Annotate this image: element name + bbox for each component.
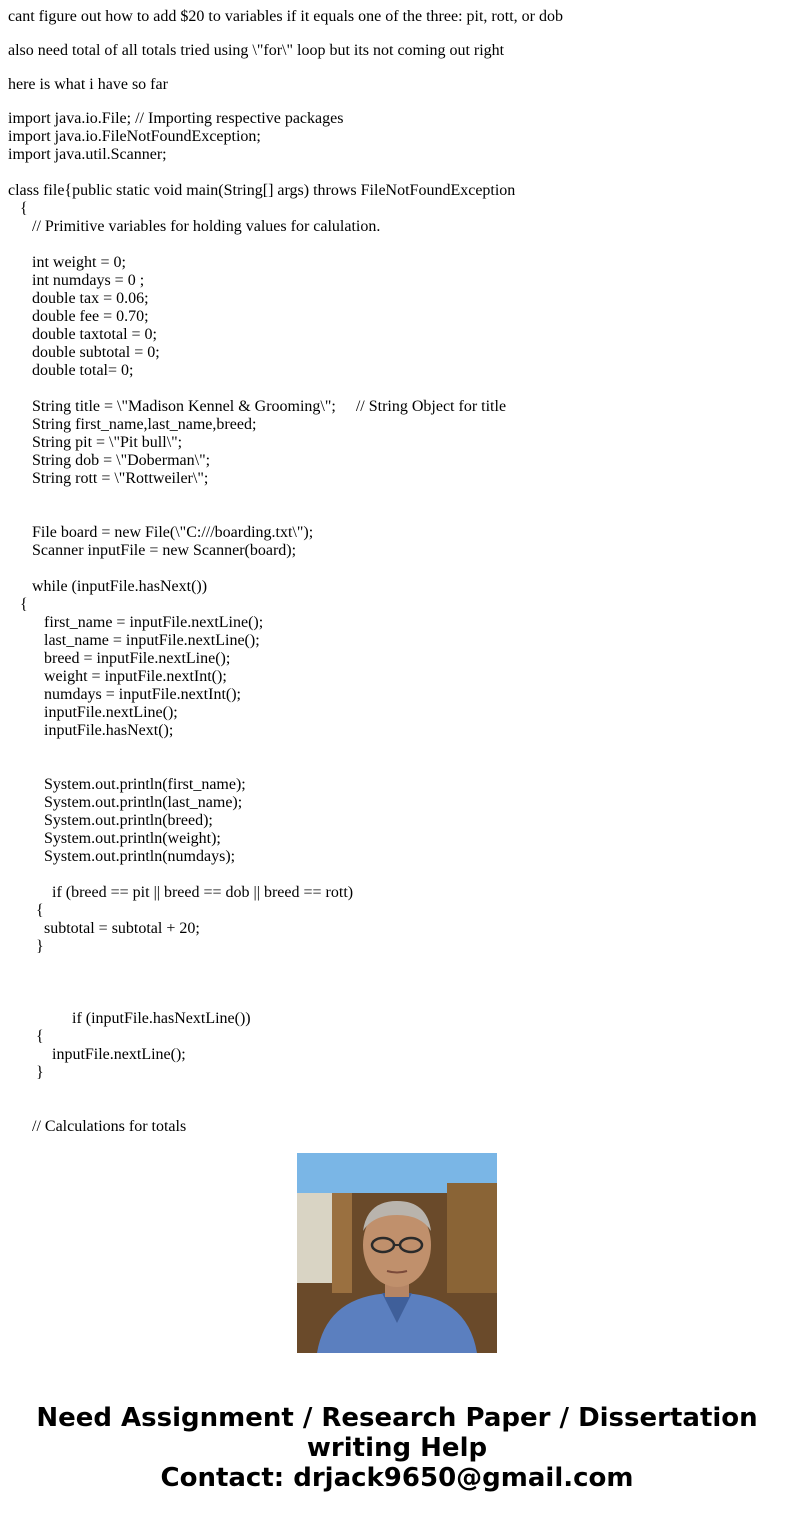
code-line [8,380,788,398]
code-line: inputFile.nextLine(); [8,1046,186,1063]
code-line: last_name = inputFile.nextLine(); [8,632,260,649]
code-line [8,758,788,776]
code-line [8,974,788,992]
code-line: int weight = 0; [8,254,126,271]
footer-contact [0,1403,794,1493]
footer-line-3: Contact: drjack9650@gmail.com [160,1463,634,1493]
code-line: double taxtotal = 0; [8,326,157,343]
code-line [8,488,788,506]
code-line: } [8,1064,44,1081]
code-line: File board = new File(\"C:///boarding.txt\"); [8,524,314,541]
code-line [8,992,788,1010]
code-line [8,1082,788,1100]
code-line: String rott = \"Rottweiler\"; [8,470,209,487]
code-line: weight = inputFile.nextInt(); [8,668,227,685]
code-line [8,1100,788,1118]
author-avatar [297,1153,497,1353]
code-line: breed = inputFile.nextLine(); [8,650,231,667]
code-line: // Primitive variables for holding values for calulation. [8,218,381,235]
code-line: double subtotal = 0; [8,344,160,361]
code-line: double tax = 0.06; [8,290,149,307]
code-line: String pit = \"Pit bull\"; [8,434,183,451]
code-line: import java.io.FileNotFoundException; [8,128,261,145]
code-line: System.out.println(last_name); [8,794,243,811]
code-line: subtotal = subtotal + 20; [8,920,200,937]
code-line: inputFile.nextLine(); [8,704,178,721]
footer-line-1: Need Assignment / Research Paper / Dissertation [36,1403,758,1433]
code-line [8,956,788,974]
code-line: { [8,902,44,919]
code-line: import java.io.File; // Importing respective packages [8,110,344,127]
person-photo-icon [297,1153,497,1353]
code-line: if (inputFile.hasNextLine()) [8,1010,251,1027]
question-text-1: cant figure out how to add $20 to variables if it equals one of the three: pit, rott, or dob [8,8,563,25]
question-body [8,0,788,1135]
code-line: String first_name,last_name,breed; [8,416,257,433]
code-line: while (inputFile.hasNext()) [8,578,208,595]
code-line: int numdays = 0 ; [8,272,145,289]
code-line: } [8,938,44,955]
code-block [8,110,788,1136]
code-line: Scanner inputFile = new Scanner(board); [8,542,297,559]
code-line [8,740,788,758]
code-line: first_name = inputFile.nextLine(); [8,614,264,631]
question-text-3: here is what i have so far [8,76,168,93]
code-line [8,164,788,182]
code-line: { [8,1028,44,1045]
code-line: String title = \"Madison Kennel & Grooming\"; // String Object for title [8,398,507,415]
code-line: // Calculations for totals [8,1118,187,1135]
code-line: System.out.println(numdays); [8,848,236,865]
code-line: System.out.println(breed); [8,812,213,829]
question-text-2: also need total of all totals tried using \"for\" loop but its not coming out right [8,42,505,59]
code-line: import java.util.Scanner; [8,146,167,163]
footer-line-2: writing Help [306,1433,488,1463]
code-line [8,560,788,578]
code-line: numdays = inputFile.nextInt(); [8,686,241,703]
code-line: String dob = \"Doberman\"; [8,452,211,469]
code-line [8,866,788,884]
code-line [8,506,788,524]
code-line: double total= 0; [8,362,134,379]
code-line: System.out.println(first_name); [8,776,246,793]
code-line: { [8,200,28,217]
code-line: class file{public static void main(String[] args) throws FileNotFoundException [8,182,516,199]
code-line: if (breed == pit || breed == dob || breed == rott) [8,884,354,901]
code-line: System.out.println(weight); [8,830,221,847]
code-line: { [8,596,28,613]
code-line: double fee = 0.70; [8,308,149,325]
code-line [8,236,788,254]
code-line: inputFile.hasNext(); [8,722,174,739]
